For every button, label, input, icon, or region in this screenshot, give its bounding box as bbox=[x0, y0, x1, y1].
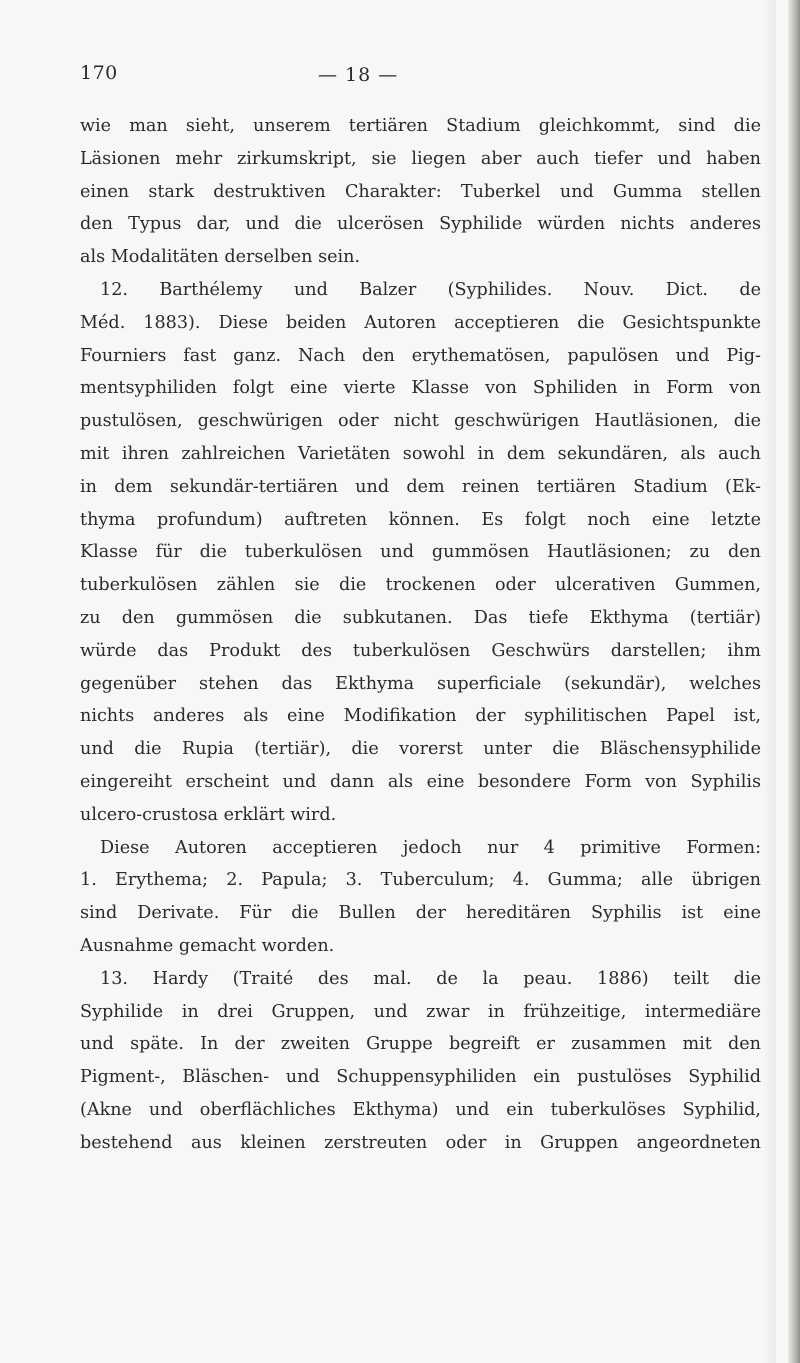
text-line: 1. Erythema; 2. Papula; 3. Tuberculum; 4. Gumma; alle übrigen bbox=[80, 870, 761, 891]
text-line: thyma profundum) auftreten können. Es folgt noch eine letzte bbox=[80, 509, 761, 530]
text-line: nichts anderes als eine Modifikation der syphilitischen Papel ist, bbox=[80, 706, 761, 727]
text-line: und späte. In der zweiten Gruppe begreift er zusammen mit den bbox=[80, 1034, 761, 1055]
text-line: Klasse für die tuberkulösen und gummösen Hautläsionen; zu den bbox=[80, 542, 761, 563]
text-line: bestehend aus kleinen zerstreuten oder in Gruppen angeordneten bbox=[80, 1132, 761, 1153]
page-number: 170 bbox=[80, 62, 118, 84]
text-line: Diese Autoren acceptieren jedoch nur 4 primitive Formen: bbox=[100, 837, 761, 858]
text-line: Syphilide in drei Gruppen, und zwar in frühzeitige, intermediäre bbox=[80, 1001, 761, 1022]
text-line: als Modalitäten derselben sein. bbox=[80, 247, 361, 268]
text-line: pustulösen, geschwürigen oder nicht geschwürigen Hautläsionen, die bbox=[80, 411, 761, 432]
running-head: — 18 — bbox=[318, 64, 399, 86]
page-edge bbox=[788, 0, 800, 1363]
text-line: einen stark destruktiven Charakter: Tuberkel und Gumma stellen bbox=[80, 181, 761, 202]
text-line: 12. Barthélemy und Balzer (Syphilides. Nouv. Dict. de bbox=[100, 279, 761, 300]
text-line: würde das Produkt des tuberkulösen Geschwürs darstellen; ihm bbox=[80, 640, 761, 661]
text-line: eingereiht erscheint und dann als eine besondere Form von Syphilis bbox=[80, 771, 761, 792]
text-line: sind Derivate. Für die Bullen der hereditären Syphilis ist eine bbox=[80, 903, 761, 924]
text-line: den Typus dar, und die ulcerösen Syphilide würden nichts anderes bbox=[80, 214, 761, 235]
text-line: mentsyphiliden folgt eine vierte Klasse von Sphiliden in Form von bbox=[80, 378, 761, 399]
text-line: wie man sieht, unserem tertiären Stadium gleichkommt, sind die bbox=[80, 116, 761, 136]
text-line: Läsionen mehr zirkumskript, sie liegen aber auch tiefer und haben bbox=[80, 148, 761, 169]
text-line: Fourniers fast ganz. Nach den erythematösen, papulösen und Pig- bbox=[80, 345, 761, 366]
text-line: ulcero-crustosa erklärt wird. bbox=[80, 804, 337, 825]
page-header bbox=[0, 62, 788, 92]
text-line: tuberkulösen zählen sie die trockenen oder ulcerativen Gummen, bbox=[80, 575, 761, 596]
text-line: Ausnahme gemacht worden. bbox=[80, 935, 335, 956]
text-line: gegenüber stehen das Ekthyma superficiale (sekundär), welches bbox=[80, 673, 761, 694]
text-line: Pigment-, Bläschen- und Schuppensyphiliden ein pustulöses Syphilid bbox=[80, 1067, 761, 1088]
text-line: Méd. 1883). Diese beiden Autoren acceptieren die Gesichtspunkte bbox=[80, 312, 761, 333]
body-text bbox=[80, 110, 761, 1160]
text-line: und die Rupia (tertiär), die vorerst unter die Bläschensyphilide bbox=[80, 739, 761, 760]
gutter-shadow bbox=[762, 0, 776, 1363]
text-line: (Akne und oberflächliches Ekthyma) und ein tuberkulöses Syphilid, bbox=[80, 1099, 761, 1120]
text-line: mit ihren zahlreichen Varietäten sowohl in dem sekundären, als auch bbox=[80, 443, 761, 464]
text-line: 13. Hardy (Traité des mal. de la peau. 1886) teilt die bbox=[100, 968, 761, 989]
text-line: in dem sekundär-tertiären und dem reinen tertiären Stadium (Ek- bbox=[80, 476, 761, 497]
text-line: zu den gummösen die subkutanen. Das tiefe Ekthyma (tertiär) bbox=[80, 607, 761, 628]
